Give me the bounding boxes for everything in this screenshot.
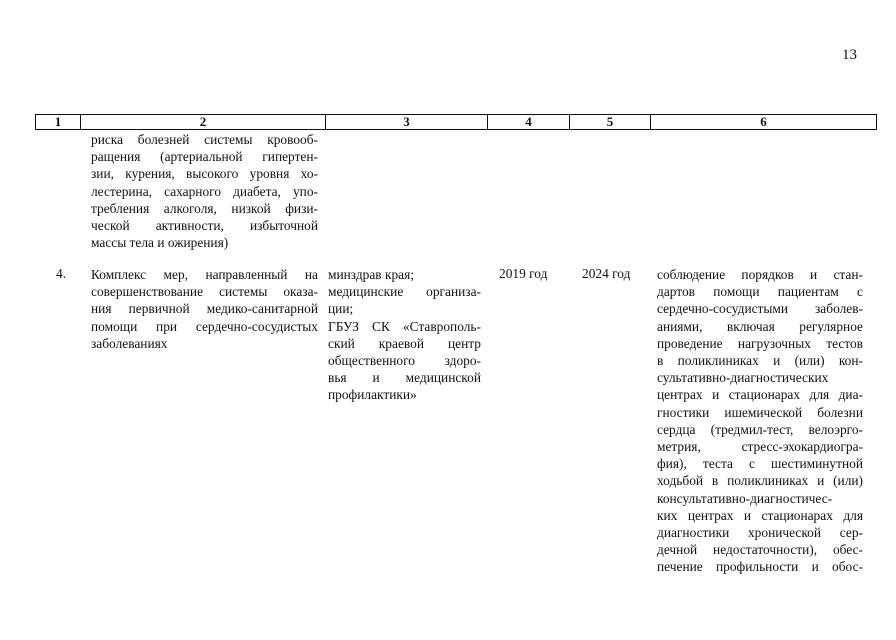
header-col-4: 4 bbox=[487, 115, 569, 129]
text-line: сердечно-сосудистыми заболев- bbox=[657, 301, 863, 317]
text-line: медицинские организа- bbox=[328, 284, 481, 300]
text-line: фия), теста с шестиминутной bbox=[657, 456, 863, 472]
text-line: проведение нагрузочных тестов bbox=[657, 335, 863, 351]
text-line: минздрав края; bbox=[328, 267, 414, 282]
header-col-6: 6 bbox=[650, 115, 876, 129]
text-line: диагностики хронической сер- bbox=[657, 525, 863, 541]
text-line: общественного здоро- bbox=[328, 353, 481, 369]
end-year: 2024 год bbox=[582, 266, 631, 281]
text-line: риска болезней системы кровооб- bbox=[91, 132, 318, 147]
text-line: ческой активности, избыточной bbox=[91, 218, 318, 234]
continuation-text bbox=[91, 131, 318, 251]
text-line: зии, курения, высокого уровня хо- bbox=[91, 166, 318, 182]
table-header-row bbox=[35, 114, 877, 130]
text-line: консультативно-диагностичес- bbox=[657, 490, 833, 506]
text-line: профилактики» bbox=[328, 387, 417, 403]
text-line: ходьбой в поликлиниках и (или) bbox=[657, 473, 863, 489]
text-line: центрах и стационарах для диа- bbox=[657, 387, 863, 403]
text-line: ращения (артериальной гипертен- bbox=[91, 149, 318, 165]
text-line: ния первичной медико-санитарной bbox=[91, 301, 318, 317]
header-col-3: 3 bbox=[325, 115, 487, 129]
text-line: дартов помощи пациентам с bbox=[657, 284, 863, 300]
text-line: вья и медицинской bbox=[328, 370, 481, 386]
text-line: соблюдение порядков и стан- bbox=[657, 267, 863, 282]
text-line: лестерина, сахарного диабета, упо- bbox=[91, 183, 318, 199]
text-line: совершенствование системы оказа- bbox=[91, 284, 318, 300]
text-line: массы тела и ожирения) bbox=[91, 235, 229, 251]
text-line: ский краевой центр bbox=[328, 335, 481, 351]
text-line: ции; bbox=[328, 301, 354, 317]
text-line: аниями, включая регулярное bbox=[657, 318, 863, 334]
text-line: ких центрах и стационарах для bbox=[657, 507, 863, 523]
row-description bbox=[91, 266, 318, 352]
row-result bbox=[657, 266, 863, 576]
text-line: помощи при сердечно-сосудистых bbox=[91, 318, 318, 334]
text-line: заболеваниях bbox=[91, 335, 168, 351]
text-line: дечной недостаточности), обес- bbox=[657, 542, 863, 558]
page-number: 13 bbox=[842, 47, 857, 63]
text-line: сультативно-диагностических bbox=[657, 370, 829, 386]
text-line: гностики ишемической болезни bbox=[657, 404, 863, 420]
header-col-2: 2 bbox=[80, 115, 325, 129]
row-responsible bbox=[328, 266, 481, 404]
row-number: 4. bbox=[56, 266, 67, 281]
header-col-1: 1 bbox=[54, 114, 62, 129]
text-line: Комплекс мер, направленный на bbox=[91, 267, 318, 282]
text-line: метрия, стресс-эхокардиогра- bbox=[657, 439, 863, 455]
header-col-5: 5 bbox=[569, 115, 650, 129]
text-line: печение профильности и обос- bbox=[657, 559, 863, 575]
text-line: ГБУЗ СК «Ставрополь- bbox=[328, 318, 481, 334]
text-line: в поликлиниках и (или) кон- bbox=[657, 353, 863, 369]
text-line: требления алкоголя, низкой физи- bbox=[91, 200, 318, 216]
start-year: 2019 год bbox=[499, 266, 548, 281]
text-line: сердца (тредмил-тест, велоэрго- bbox=[657, 421, 863, 437]
